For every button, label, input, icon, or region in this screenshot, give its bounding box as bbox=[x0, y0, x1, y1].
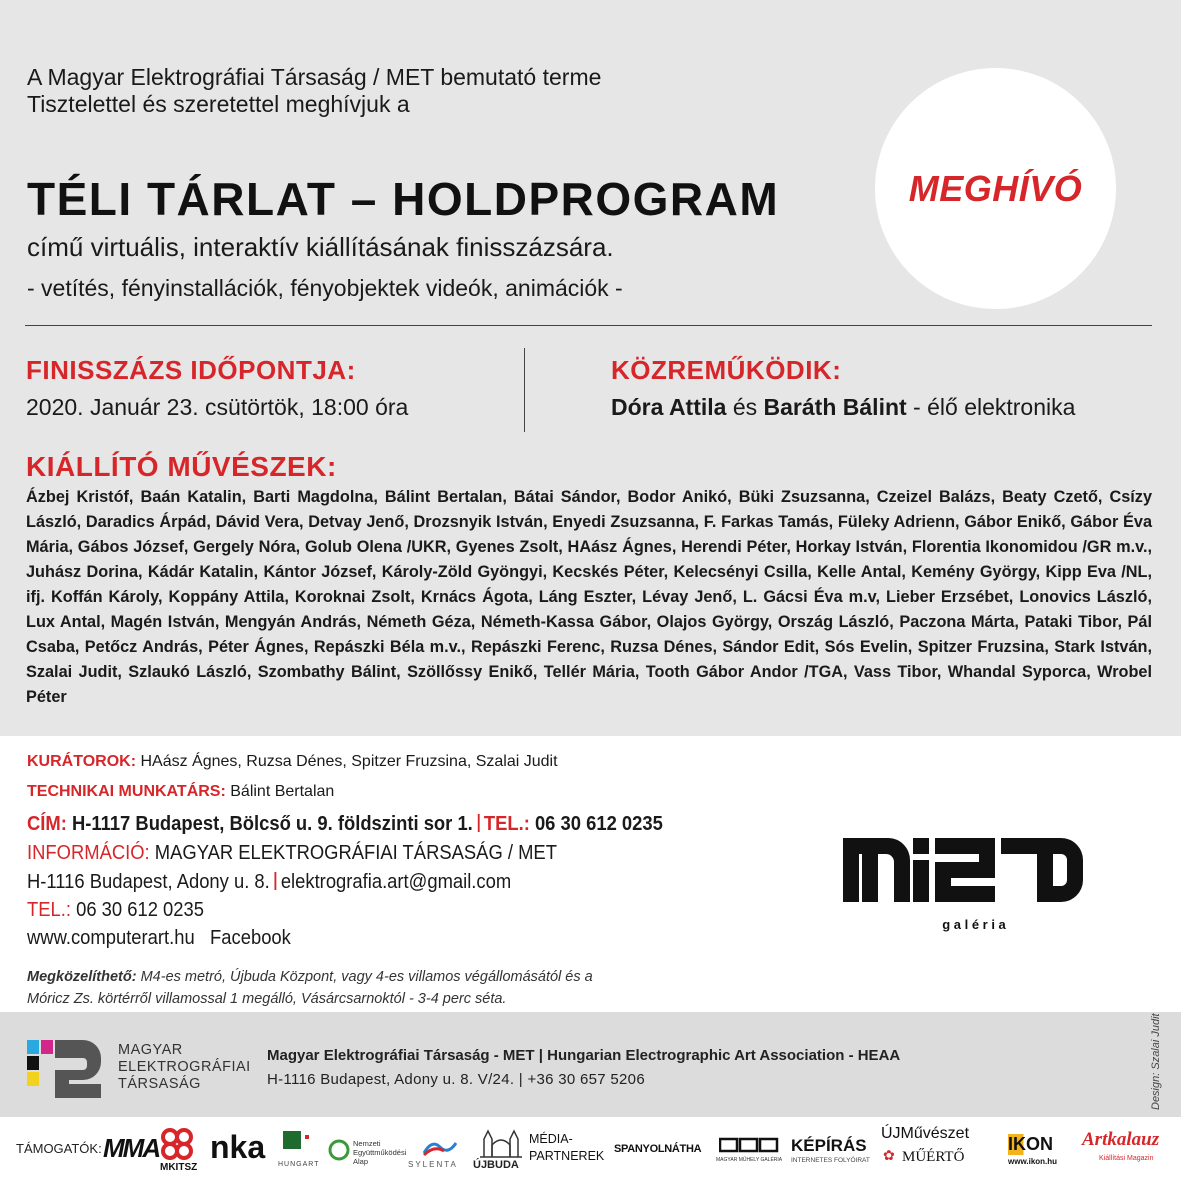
sponsors-bar bbox=[0, 1117, 1181, 1181]
info-address: H-1116 Budapest, Adony u. 8. bbox=[27, 871, 270, 893]
info-address-line bbox=[27, 871, 511, 894]
met-logo-subtitle: g a l é r i a bbox=[942, 917, 1006, 932]
footer-org-title: Magyar Elektrográfiai Társaság - MET | Hungarian Electrographic Art Association - HEAA bbox=[267, 1047, 901, 1064]
sponsors-label: TÁMOGATÓK: bbox=[16, 1141, 102, 1156]
org-line-3: TÁRSASÁG bbox=[118, 1076, 201, 1092]
tech-staff-line bbox=[27, 783, 334, 801]
invitation-badge bbox=[875, 68, 1116, 309]
directions-label: Megközelíthető: bbox=[27, 969, 137, 985]
partner-ikon-logo: IKON bbox=[1008, 1134, 1053, 1154]
directions-line-1: M4-es metró, Újbuda Központ, vagy 4-es villamos végállomásától és a bbox=[136, 969, 593, 985]
intro-text bbox=[27, 64, 601, 118]
partner-ikon-url: www.ikon.hu bbox=[1008, 1157, 1058, 1166]
partner-artkalauz-logo: Artkalauz bbox=[1082, 1129, 1160, 1150]
performer-joiner: és bbox=[726, 394, 764, 420]
performer-name-2: Baráth Bálint bbox=[763, 394, 907, 420]
performer-name-1: Dóra Attila bbox=[611, 394, 727, 420]
directions bbox=[27, 966, 593, 1010]
met-society-logo bbox=[27, 1040, 103, 1100]
sponsor-mkitsz-label: MKITSZ bbox=[160, 1162, 198, 1173]
sponsor-hungart-label: HUNGART bbox=[278, 1161, 320, 1168]
partner-artkalauz-label: Kiállítási Magazin bbox=[1099, 1155, 1154, 1162]
tel-value: 06 30 612 0235 bbox=[529, 813, 663, 835]
sponsor-mma-logo: MMA bbox=[103, 1133, 160, 1163]
web-line bbox=[27, 927, 291, 950]
separator-bar bbox=[274, 872, 276, 890]
email-link[interactable]: elektrografia.art@gmail.com bbox=[280, 871, 512, 893]
curators-line bbox=[27, 753, 558, 771]
org-line-2: ELEKTROGRÁFIAI bbox=[118, 1059, 251, 1075]
sponsor-sylenta-label: SYLENTA bbox=[408, 1160, 458, 1169]
artists-list: Ázbej Kristóf, Baán Katalin, Barti Magdolna, Bálint Bertalan, Bátai Sándor, Bodor Anikó, Büki Zsuzsanna, Czeizel Balázs, Beaty Czető, Csízy László, Daradics Árpád, Dávid Vera, Detvay Jenő, Drozsnyik István, Enyedi Zsuzsanna, F. Farkas Tamás, Füleky Adrienn, Gábor Enikő, Gábor Éva Mária, Gábos József, Gergely Nóra, Golub Olena /UKR, Gyenes Zsolt, HAász Ágnes, Herendi Péter, Horkay István, Florentia Ikonomidou /GR m.v., Juhász Dorina, Kádár Katalin, Kántor József, Károly-Zöld Gyöngyi, Kecskés Péter, Kelecsényi Csilla, Kelle Antal, Kemény György, Kipp Eva /NL, ifj. Koffán Károly, Koppány Attila, Koroknai Zsolt, Krnács Ágota, Láng Eszter, Lévay Jenő, L. Gácsi Éva m.v, Lieber Erzsébet, Lonovics László, Lux Antal, Magén István, Mengyán András, Németh Géza, Németh-Kassa Gábor, Olajos György, Ország László, Paczona Márta, Pataki Tibor, Pál Csaba, Petőcz András, Péter Ágnes, Repászki Béla m.v., Repászki Ferenc, Ruzsa Dénes, Sándor Edit, Sós Evelin, Spitzer Fruzsina, Stark István, Szalai Judit, Szlaukó László, Szombathy Bálint, Szöllőssy Enikő, Tellér Mária, Tooth Gábor Andor /TGA, Vass Tibor, Whandal Syporca, Wrobel Péter bbox=[26, 488, 1152, 706]
met-gallery-logo bbox=[843, 826, 1105, 936]
partner-kepiras-label: INTERNETES FOLYÓIRAT bbox=[791, 1157, 870, 1164]
tel2-label: TEL.: bbox=[27, 899, 71, 921]
divider-vertical bbox=[524, 348, 525, 432]
address-label: CÍM: bbox=[27, 813, 67, 835]
separator-bar bbox=[477, 814, 479, 832]
facebook-link[interactable]: Facebook bbox=[210, 927, 291, 949]
sponsor-ujbuda-icon bbox=[478, 1125, 524, 1159]
design-credit bbox=[1150, 1013, 1164, 1110]
media-partners-label: MÉDIA- PARTNEREK bbox=[529, 1132, 605, 1163]
org-line-1: MAGYAR bbox=[118, 1042, 183, 1058]
program-description: - vetítés, fényinstallációk, fényobjektek videók, animációk - bbox=[27, 275, 623, 301]
directions-line-2: Móricz Zs. körtérről villamossal 1 megálló, Vásárcsarnoktól - 3-4 perc séta. bbox=[27, 991, 507, 1007]
info-label: INFORMÁCIÓ: bbox=[27, 842, 150, 864]
tel2-value: 06 30 612 0235 bbox=[70, 899, 204, 921]
exhibition-subtitle: című virtuális, interaktív kiállításának finisszázsára. bbox=[27, 232, 614, 262]
exhibition-title: TÉLI TÁRLAT – HOLDPROGRAM bbox=[27, 173, 780, 225]
sponsor-ujbuda-label: ÚJBUDA bbox=[473, 1159, 519, 1171]
curators-names: HAász Ágnes, Ruzsa Dénes, Spitzer Fruzsina, Szalai Judit bbox=[136, 753, 558, 770]
divider-horizontal bbox=[25, 325, 1152, 326]
finissage-date: 2020. Január 23. csütörtök, 18:00 óra bbox=[26, 394, 409, 420]
address-value: H-1117 Budapest, Bölcső u. 9. földszinti sor 1. bbox=[66, 813, 473, 835]
footer-org-address: H-1116 Budapest, Adony u. 8. V/24. | +36 30 657 5206 bbox=[267, 1071, 645, 1088]
partner-muerto-logo: MŰÉRTŐ bbox=[902, 1149, 965, 1165]
sponsor-hungart-icon bbox=[283, 1131, 319, 1157]
partner-mmg-label: MAGYAR MŰHELY GALÉRIA bbox=[716, 1157, 783, 1163]
sponsor-mkitsz-icon bbox=[160, 1127, 194, 1161]
invitation-badge-label: MEGHÍVÓ bbox=[908, 167, 1083, 209]
partner-kepiras-logo: KÉPÍRÁS bbox=[791, 1136, 867, 1155]
tel2-line bbox=[27, 899, 204, 922]
sponsor-nea-label: Nemzeti Együttműködési Alap bbox=[353, 1139, 407, 1166]
tech-staff-name: Bálint Bertalan bbox=[225, 783, 335, 800]
partner-mmg-icon bbox=[719, 1137, 779, 1157]
finissage-heading: FINISSZÁZS IDŐPONTJA: bbox=[26, 355, 356, 385]
partner-ujmuveszet-logo: ÚJMűvészet bbox=[881, 1125, 970, 1142]
tel-label: TEL.: bbox=[483, 813, 530, 835]
partner-muerto-icon: ✿ bbox=[883, 1147, 895, 1163]
info-line bbox=[27, 842, 557, 865]
sponsor-nka-logo: nka bbox=[210, 1129, 266, 1165]
met-society-name bbox=[118, 1042, 251, 1093]
intro-line-1: A Magyar Elektrográfiai Társaság / MET bemutató terme bbox=[27, 64, 602, 90]
partner-spanyolnatha-logo: SPANYOLNÁTHA bbox=[614, 1143, 702, 1155]
info-value: MAGYAR ELEKTROGRÁFIAI TÁRSASÁG / MET bbox=[149, 842, 557, 864]
tech-staff-label: TECHNIKAI MUNKATÁRS: bbox=[27, 783, 226, 800]
curators-label: KURÁTOROK: bbox=[27, 753, 137, 770]
design-credit-text: Design: Szalai Judit bbox=[1150, 1013, 1162, 1110]
artists-heading: KIÁLLÍTÓ MŰVÉSZEK: bbox=[26, 451, 337, 482]
performers-line bbox=[611, 394, 1075, 421]
sponsor-nea-icon bbox=[328, 1139, 350, 1161]
performer-role: - élő elektronika bbox=[906, 394, 1076, 420]
sponsor-sylenta-icon bbox=[422, 1137, 458, 1157]
website-link[interactable]: www.computerart.hu bbox=[27, 927, 195, 949]
intro-line-2: Tisztelettel és szeretettel meghívjuk a bbox=[27, 91, 410, 117]
address-line bbox=[27, 813, 663, 836]
performers-heading: KÖZREMŰKÖDIK: bbox=[611, 355, 842, 385]
